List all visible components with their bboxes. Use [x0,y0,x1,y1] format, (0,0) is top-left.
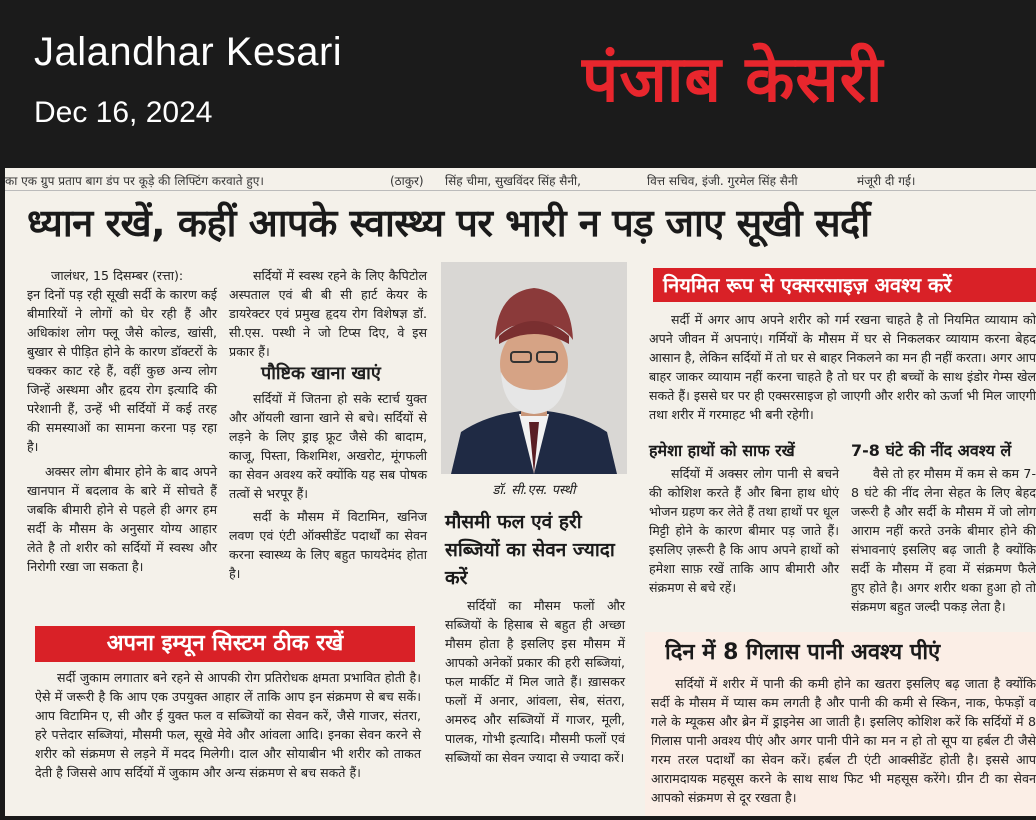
top-strip-text-3: सिंह चीमा, सुखविंदर सिंह सैनी, [445,174,581,188]
water-heading: दिन में 8 गिलास पानी अवश्य पीएं [665,640,941,665]
paragraph: सर्दी जुकाम लगातार बने रहने से आपकी रोग प्रतिरोधक क्षमता प्रभावित होती है। ऐसे में जरूरी है कि आप एक उपयुक्त आहार लें ताकि आप इन संक्रमण से बच सकें। आप विटामिन ए, सी और ई युक्त फल व सब्जियों का सेवन करें, जैसे गाजर, संतरा, हरे पत्तेदार सब्जियां, मौसमी फल, सूखे मेवे और आंवला आदि। इनका सेवन करने से शरीर को संक्रमण से लड़ने में मदद मिलेगी। दाल और सोयाबीन भी शरीर को ताकत देती है जिससे आप सर्दियों में जुकाम और अन्य संक्रमण से बच सकते हैं। [35,670,421,780]
hands-text [649,464,839,624]
publication-date: Dec 16, 2024 [34,96,213,129]
photo-caption: डॉ. सी.एस. पस्थी [492,483,576,498]
doctor-portrait-icon [441,262,627,474]
divider [5,190,1036,191]
header-banner [0,0,1036,160]
paragraph: सर्दियों में स्वस्थ रहने के लिए कैपिटोल अस्पताल एवं बी बी सी हार्ट केयर के डायरेक्टर एवं प्रमुख हृदय रोग विशेषज्ञ डॉ. सी.एस. पस्थी ने जो टिप्स दिए, वे इस प्रकार हैं। [229,268,427,359]
fruits-heading: मौसमी फल एवं हरी सब्जियों का सेवन ज्यादा करें [445,511,615,589]
edition-name: Jalandhar Kesari [34,30,343,74]
paragraph: सर्दियों में शरीर में पानी की कमी होने का खतरा इसलिए बढ़ जाता है क्योंकि सर्दी के मौसम में प्यास कम लगती है और पानी की कमी से स्किन, नाक, फेफड़ों व गले के म्यूकस और ब्रेन में ड्राइनेस आ जाती है। इसलिए कोशिश करें कि सर्दियों में 8 गिलास पानी अवश्य पीएं और अगर पानी पीने का मन न हो तो सूप या हर्बल टी जैसे गरम तरल पदार्थों का सेवन करें। हर्बल टी एंटी आक्सीडेंट होती है। इससे आप आरामदायक महसूस करने के साथ साथ फिट भी महसूस करेंगे। ग्रीन टी का सेवन आपको संक्रमण से दूर रखता है। [651,676,1036,805]
doctor-photo [441,262,627,474]
exercise-heading: नियमित रूप से एक्सरसाइज़ अवश्य करें [653,268,1036,302]
dateline: जालंधर, 15 दिसम्बर (रत्ता): [51,268,184,283]
immune-text [35,668,421,814]
top-strip-text-5: मंजूरी दी गई। [857,174,916,188]
subheading-nutrition: पौष्टिक खाना खाएं [261,363,381,384]
paragraph: अक्सर लोग बीमार होने के बाद अपने खानपान में बदलाव के बारे में सोचते हैं जबकि बीमारी होने से पहले ही अगर हम सर्दी के मौसम के अनुसार योग्य आहार लेते है तो शरीर को सर्दियों में स्वस्थ और निरोगी रखा जा सकता है। [27,464,217,574]
sleep-text [851,464,1036,624]
headline: ध्यान रखें, कहीं आपके स्वास्थ्य पर भारी न पड़ जाए सूखी सर्दी [27,201,870,245]
newspaper-logo: पंजाब केसरी [582,43,884,117]
hands-heading: हमेशा हाथों को साफ रखें [649,441,795,460]
newspaper-clipping [5,168,1036,816]
exercise-text [649,310,1036,434]
fruits-text [445,596,625,814]
article-column-2 [229,266,427,616]
top-strip-text-4: वित्त सचिव, इंजी. गुरमेल सिंह सैनी [647,174,798,188]
paragraph: वैसे तो हर मौसम में कम से कम 7-8 घंटे की नींद लेना सेहत के लिए बेहद जरूरी है और सर्दी के मौसम में जो लोग आराम नहीं करते उनके बीमार होने की संभावनाएं इसलिए बढ़ जाती है क्योंकि सर्दी के मौसम में हवा में संक्रमण फैले हुए होते है। अगर शरीर थका हुआ हो तो संक्रमण बहुत जल्दी पकड़ लेता है। [851,466,1036,614]
article-column-1 [27,266,217,616]
top-strip-text-1: का एक ग्रुप प्रताप बाग डंप पर कूड़े की लिफ्टिंग करवाते हुए। [5,174,264,188]
top-strip [5,170,1036,190]
paragraph: सर्दी में अगर आप अपने शरीर को गर्म रखना चाहते है तो नियमित व्यायाम को अपने जीवन में अपनाएं। गर्मियों के मौसम में घर से निकलकर व्यायाम करना बेहद आसान है, लेकिन सर्दियों में तो घर से बाहर निकलने का मन ही नहीं करता। अगर आप बाहर जाकर व्यायाम नहीं करना चाहते है तो घर पर ही बच्चों के साथ इंडोर गेम्स खेल सकते हैं। इससे घर पर ही एक्सरसाइज हो जाएगी और शरीर को ऊर्जा भी मिल जाएगी तथा शरीर में गरमाहट भी बनी रहेगी। [649,312,1036,422]
top-strip-text-2: (ठाकुर) [390,174,424,188]
paragraph: सर्दियों में जितना हो सके स्टार्च युक्त और ऑयली खाना खाने से बचे। सर्दियों से लड़ने के लिए ड्राइ फ्रूट जैसे की बादाम, काजू, पिस्ता, किशमिश, अखरोट, मूंगफली का सेवन अवश्य करें क्योंकि यह सब पोषक तत्वों से भरपूर हैं। [229,391,427,501]
paragraph: सर्दी के मौसम में विटामिन, खनिज लवण एवं एंटी ऑक्सीडेंट पदार्थों का सेवन करना स्वास्थ्य के लिए बहुत फायदेमंद होता है। [229,509,427,581]
paragraph: इन दिनों पड़ रही सूखी सर्दी के कारण कई बीमारियों ने लोगों को घेर रही हैं और अधिकांश लोग फ्लू जैसे कोल्ड, खांसी, बुखार से पीड़ित होने के कारण डॉक्टरों के चक्कर काट रहे हैं, वहीं कुछ अन्य लोग जिन्हें अस्थमा और हृदय रोग इत्यादि की परेशानी हैं, उन्हें भी सर्दियों में कई तरह की समस्याओं का सामना करना पड़ रहा है। [27,287,217,454]
sleep-heading: 7-8 घंटे की नींद अवश्य लें [851,441,1012,460]
immune-heading: अपना इम्यून सिस्टम ठीक रखें [35,626,415,662]
water-text [651,674,1036,814]
paragraph: सर्दियों का मौसम फलों और सब्जियों के हिसाब से बहुत ही अच्छा मौसम होता है इसलिए इस मौसम में आपको अनेकों प्रकार की हरी सब्जियां, फल मार्कीट में मिल जाते हैं। ख़ासकर फलों में अनार, आंवला, सेब, संतरा, अमरुद और सब्जियों में गाजर, मूली, पालक, गोभी इत्यादि। मौसमी फलों एवं सब्जियों का सेवन ज्यादा से ज्यादा करें। [445,598,625,765]
paragraph: सर्दियों में अक्सर लोग पानी से बचने की कोशिश करते हैं और बिना हाथ धोएं भोजन ग्रहण कर लेते हैं तथा हाथों पर धूल मिट्टी होने के कारण बीमार पड़ जाते हैं। इसलिए ज़रूरी है कि आप अपने हाथों को हमेशा साफ़ रखें ताकि आप बीमारी और संक्रमण से बचे रहें। [649,466,839,595]
